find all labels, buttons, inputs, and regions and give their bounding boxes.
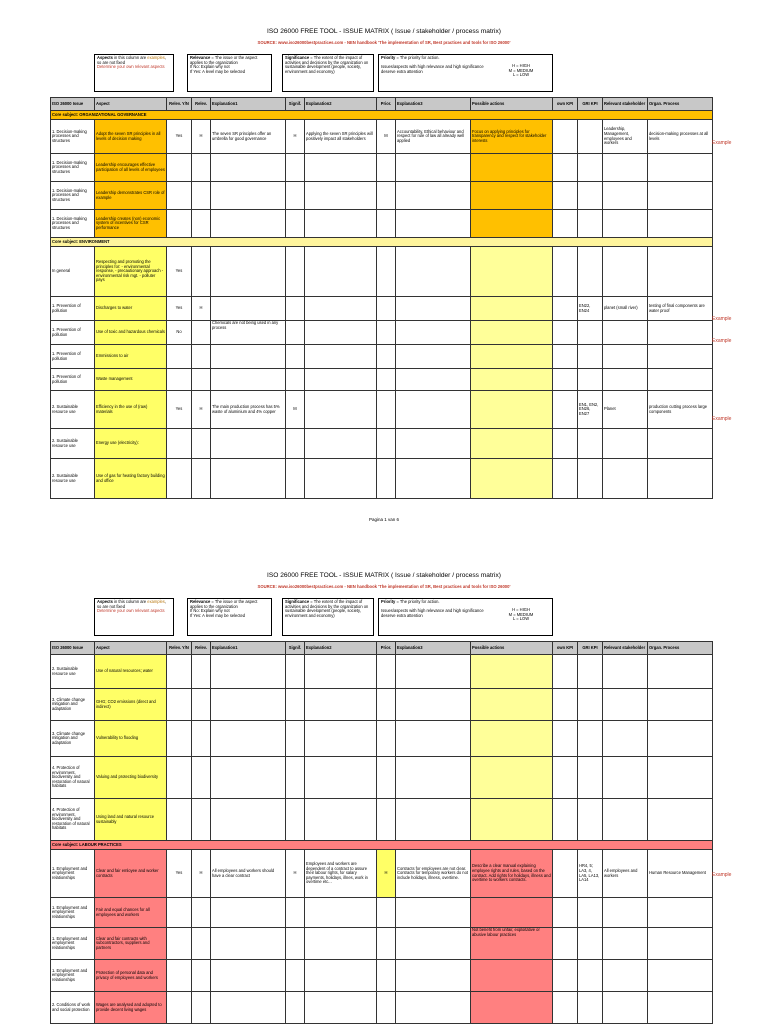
section-row	[51, 238, 713, 247]
legend-aspects: Aspects in this column are examples, so are not fixed Determine your own relevant aspects	[94, 598, 174, 636]
col-signif: Signif.	[286, 98, 305, 111]
header-row	[51, 642, 713, 655]
table-row: 2. Conditions of work and social protection Wages are analysed and adopted to provide decent living wages	[51, 992, 713, 1024]
section-title: Core subject: ENVIRONMENT	[51, 238, 713, 247]
col-own-kpi: own KPI	[553, 642, 578, 655]
col-explanation2: Explanation2	[305, 642, 377, 655]
col-iso-issue: ISO 26000 Issue	[51, 98, 95, 111]
col-explanation1: Explanation1	[211, 98, 286, 111]
table-row: 4. Protection of environment, biodiversity and restoration of natural habitats Valuing and protecting biodiversity	[51, 757, 713, 799]
legend-aspects: Aspects in this column are examples, so are not fixed Determine your own relevant aspects	[94, 54, 174, 92]
page-footer: Pagina 1 van 6	[368, 517, 400, 522]
table-row: In general Respecting and promoting the principles for: - environmental response, - precautionary approach - environmental risk mgt. - polluter pays Yes	[51, 247, 713, 297]
example-label: Example	[712, 316, 732, 322]
col-explanation3: Explanation3	[396, 642, 471, 655]
legend-relevance: Relevance = The issue or the aspect applies to the organization If No: Explain why not If Yes: A level may be selected	[187, 54, 272, 92]
table-row: 2. Sustainable resource use Energy use (electricity):	[51, 429, 713, 459]
section-row	[51, 841, 713, 850]
legend-priority: H = HIGH M = MEDIUM L = LOW Priority = The priority for action. Issues/aspects with high relevance and high significance deserve extra attention	[378, 54, 553, 92]
table-row: 1. Prevention of pollution Emmissions to air	[51, 345, 713, 369]
col-signif: Signif.	[286, 642, 305, 655]
col-iso-issue: ISO 26000 Issue	[51, 642, 95, 655]
col-stakeholder: Relevant stakeholder	[603, 642, 648, 655]
col-gri-kpi: GRI KPI	[578, 98, 603, 111]
col-aspect: Aspect	[95, 98, 167, 111]
col-own-kpi: own KPI	[553, 98, 578, 111]
page-title: ISO 26000 FREE TOOL - ISSUE MATRIX ( Issue / stakeholder / process matrix)	[267, 572, 501, 579]
table-row: 1. Decision-making processes and structures Leadership demonstrates CSR role of example	[51, 182, 713, 210]
table-row: 1. Decision-making processes and structures Leadership creates (non) economic system of incentives for CSR performance	[51, 210, 713, 238]
col-relev-yn: Relev. Y/N	[167, 98, 192, 111]
col-prior: Prior.	[377, 98, 396, 111]
col-possible-actions: Possible actions	[471, 642, 553, 655]
col-explanation3: Explanation3	[396, 98, 471, 111]
section-title: Core subject: LABOUR PRACTICES	[51, 841, 713, 850]
source-line: SOURCE: www.iso26000bestpractices.com - NEN handbook 'The implementation of SR, Best practices and tools for ISO 26000'	[257, 584, 511, 589]
table-row: 2. Sustainable resource use Use of gas for heating factory building and office	[51, 459, 713, 499]
example-label: Example	[712, 140, 732, 146]
table-row: 4. Protection of environment, biodiversity and restoration of natural habitats Using land and natural resource sustainably	[51, 799, 713, 841]
table-row: 3. Climate change mitigation and adaptation GHG; CO2 emissions (direct and indirect)	[51, 689, 713, 721]
table-row: 1. Employment and employment relationships Clear and fair emloyee and worker contracts Yes H All employees and workers should have a clear contract H Employees and workers are dependent of a contract to assure their labour rights, for salary payments, holidays, illnes, work in overtime etc... H Contracts for employees are not clear. Contracts for temporary workers do not include holidays, illness, overtime. Describe a clear manual explaining employee rights and rules, based on the contract. Add rights for holidays, illness and overtime to workers contracts. HR4, 5; LA3, 4, LA5, LA13, LA14 All employees and workers Human Resource Management	[51, 850, 713, 898]
table-row: 1. Employment and employment relationships Clear and fair contracts with subcontractors, suppliers and partners Not benefit from unfair, exploitative or abusive labour practices	[51, 928, 713, 960]
example-label: Example	[712, 338, 732, 344]
col-possible-actions: Possible actions	[471, 98, 553, 111]
col-prior: Prior.	[377, 642, 396, 655]
legend-priority: H = HIGH M = MEDIUM L = LOW Priority = The priority for action. Issues/aspects with high relevance and high significance deserve extra attention	[378, 598, 553, 636]
col-process: Organ. Process	[648, 642, 713, 655]
col-relev: Relev.	[192, 642, 211, 655]
col-explanation2: Explanation2	[305, 98, 377, 111]
table-row: 1. Decision-making processes and structures Leadership encourages effective participation of all levels of employees	[51, 154, 713, 182]
col-explanation1: Explanation1	[211, 642, 286, 655]
table-row: 2. Sustainable resource use Use of natural resources; water	[51, 655, 713, 689]
table-row: 1. Prevention of pollution Use of toxic and hazardous chemicals No Chemicals are not being used in any process	[51, 321, 713, 345]
table-row: 1. Employment and employment relationships Fair and equal chances for all employees and workers	[51, 898, 713, 928]
col-relev-yn: Relev. Y/N	[167, 642, 192, 655]
issue-matrix-page-2	[50, 641, 713, 1024]
table-row: 1. Prevention of pollution Discharges to water Yes H EN22, EN24 planet (small river) testing of final components are water proof	[51, 297, 713, 321]
col-stakeholder: Relevant stakeholder	[603, 98, 648, 111]
table-row: 3. Climate change mitigation and adaptation Vulnerability to flooding	[51, 721, 713, 757]
legend-significance: Significance = The extent of the impact of activities and decisions by the organization on sustainable development (people, society, environment and economy)	[282, 54, 374, 92]
example-label: Example	[712, 416, 732, 422]
header-row	[51, 98, 713, 111]
col-relev: Relev.	[192, 98, 211, 111]
col-aspect: Aspect	[95, 642, 167, 655]
legend-significance: Significance = The extent of the impact of activities and decisions by the organization on sustainable development (people, society, environment and economy)	[282, 598, 374, 636]
table-row: 1. Prevention of pollution Waste management	[51, 369, 713, 391]
source-line: SOURCE: www.iso26000bestpractices.com - NEN handbook 'The implementation of SR, Best practices and tools for ISO 26000'	[257, 40, 511, 45]
col-process: Organ. Process	[648, 98, 713, 111]
section-row	[51, 111, 713, 120]
table-row: 2. Sustainable resource use Efficiency in the use of (raw) materials Yes H The main production process has 5% waste of aluminium and 4% copper M EN1, EN2, EN26, EN27 Planet production cutting process large components	[51, 391, 713, 429]
table-row: 1. Employment and employment relationships Protection of personal data and privacy of employees and workers	[51, 960, 713, 992]
table-row: 1. Decision-making processes and structures Adopt the seven SR principles in all levels of decision making Yes H The seven SR principles offer an umbrella for good governance H Applying the seven SR principles will positively impact all stakeholders M Accountability, Ethical behaviour and respect for rule of law all already well applied Focus on applying principles for transparency and respect for stakeholder interests Leadership, Management, employees and workers decision-making processes at all levels	[51, 120, 713, 154]
col-gri-kpi: GRI KPI	[578, 642, 603, 655]
legend-relevance: Relevance = The issue or the aspect applies to the organization If No: Explain why not If Yes: A level may be selected	[187, 598, 272, 636]
section-title: Core subject: ORGANIZATIONAL GOVERNANCE	[51, 111, 713, 120]
page-title: ISO 26000 FREE TOOL - ISSUE MATRIX ( Issue / stakeholder / process matrix)	[267, 28, 501, 35]
issue-matrix-page-1	[50, 97, 713, 499]
example-label: Example	[712, 872, 732, 878]
